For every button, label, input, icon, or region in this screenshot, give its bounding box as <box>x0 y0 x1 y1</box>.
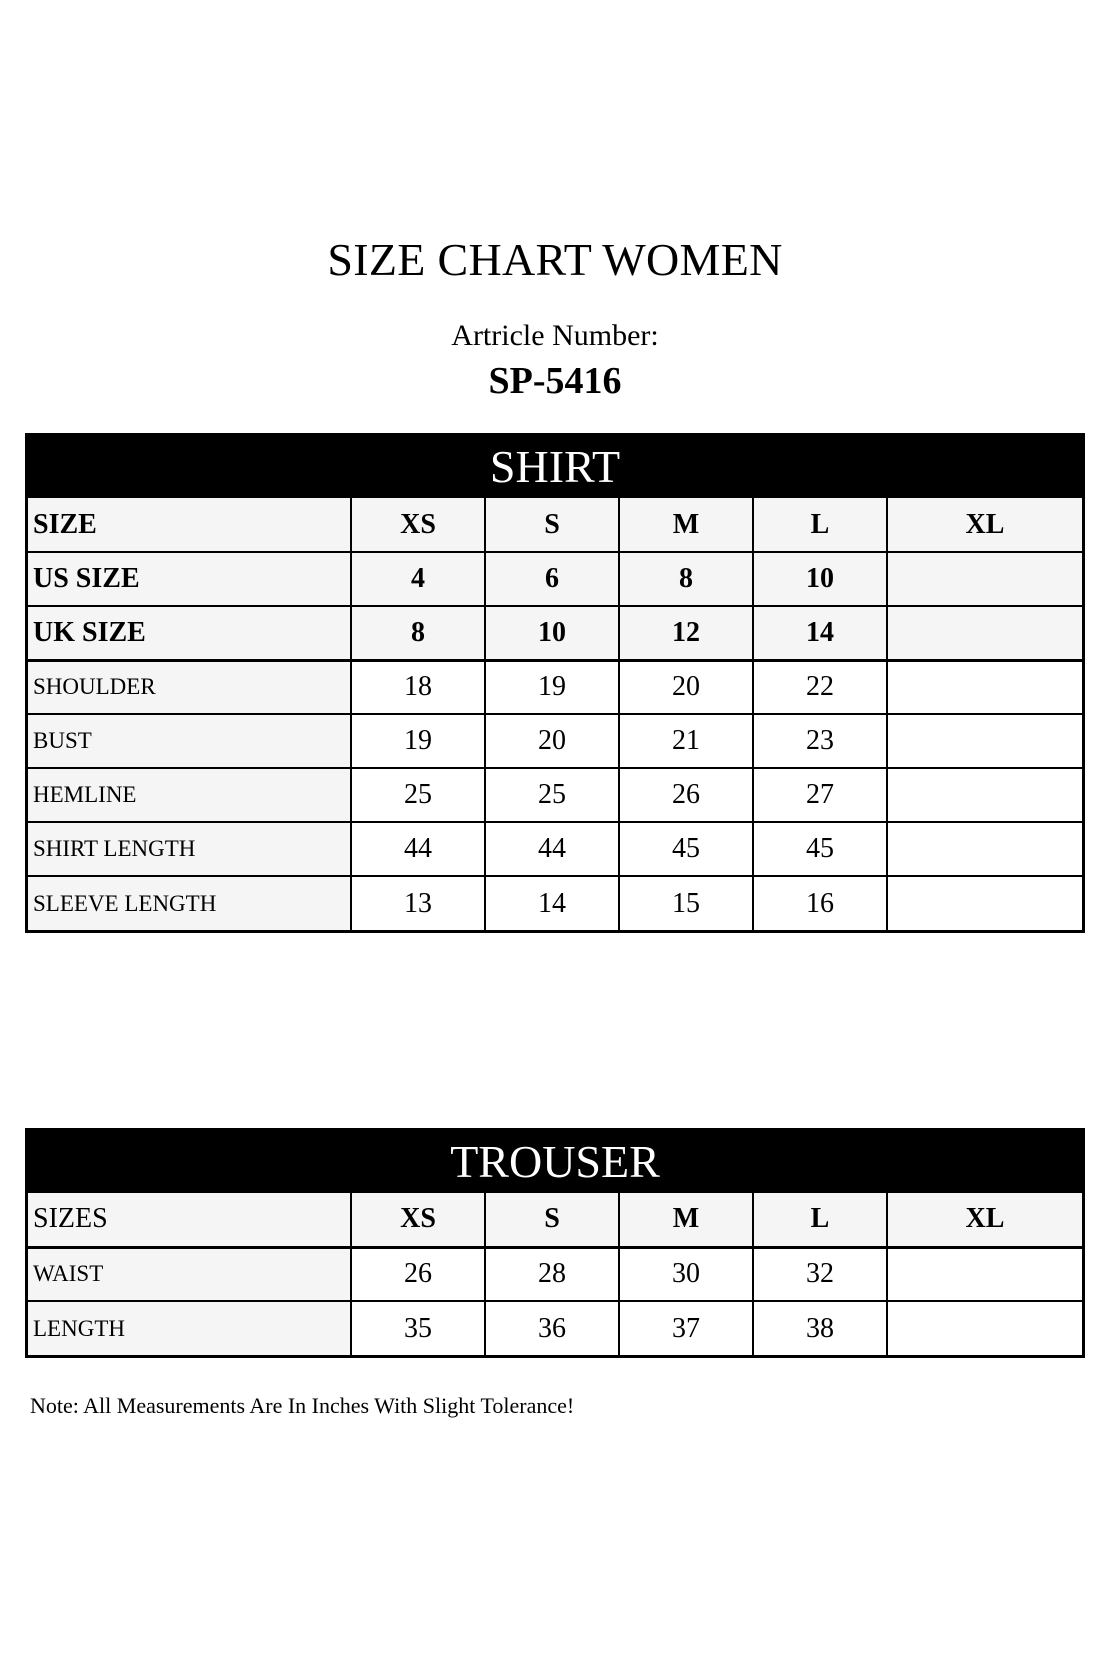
size-m: M <box>619 1193 753 1247</box>
table-cell: 18 <box>351 660 485 714</box>
shirt-table-body <box>28 498 1082 930</box>
trouser-table-body <box>28 1193 1082 1355</box>
shirt-size-column-label: SIZE <box>28 498 351 552</box>
table-row <box>28 1247 1082 1301</box>
table-cell <box>887 552 1082 606</box>
table-cell: 28 <box>485 1247 619 1301</box>
table-row <box>28 552 1082 606</box>
table-cell <box>887 822 1082 876</box>
table-cell: 14 <box>753 606 887 660</box>
table-cell: 20 <box>485 714 619 768</box>
table-cell: 15 <box>619 876 753 930</box>
row-label: WAIST <box>28 1247 351 1301</box>
table-row <box>28 660 1082 714</box>
table-row <box>28 714 1082 768</box>
table-row <box>28 606 1082 660</box>
row-label: LENGTH <box>28 1301 351 1355</box>
page-title: SIZE CHART WOMEN <box>327 234 783 285</box>
trouser-size-header-row <box>28 1193 1082 1247</box>
table-cell: 20 <box>619 660 753 714</box>
table-cell: 13 <box>351 876 485 930</box>
trouser-size-table <box>25 1128 1085 1358</box>
row-label: HEMLINE <box>28 768 351 822</box>
table-cell <box>887 876 1082 930</box>
table-cell: 8 <box>351 606 485 660</box>
article-number: SP-5416 <box>488 360 622 402</box>
table-cell: 6 <box>485 552 619 606</box>
table-cell: 10 <box>485 606 619 660</box>
table-cell <box>887 714 1082 768</box>
size-m: M <box>619 498 753 552</box>
table-cell: 19 <box>485 660 619 714</box>
table-cell: 26 <box>351 1247 485 1301</box>
row-label: US SIZE <box>28 552 351 606</box>
table-row <box>28 1301 1082 1355</box>
trouser-size-column-label: SIZES <box>28 1193 351 1247</box>
row-label: SHIRT LENGTH <box>28 822 351 876</box>
table-cell: 26 <box>619 768 753 822</box>
table-row <box>28 876 1082 930</box>
size-s: S <box>485 498 619 552</box>
size-s: S <box>485 1193 619 1247</box>
row-label: BUST <box>28 714 351 768</box>
table-row <box>28 768 1082 822</box>
table-cell: 19 <box>351 714 485 768</box>
row-label: UK SIZE <box>28 606 351 660</box>
table-cell: 16 <box>753 876 887 930</box>
shirt-table-header: SHIRT <box>28 436 1082 498</box>
size-xl: XL <box>887 1193 1082 1247</box>
size-l: L <box>753 498 887 552</box>
table-cell <box>887 768 1082 822</box>
size-xs: XS <box>351 498 485 552</box>
row-label: SLEEVE LENGTH <box>28 876 351 930</box>
table-cell: 25 <box>351 768 485 822</box>
table-cell: 25 <box>485 768 619 822</box>
table-cell: 21 <box>619 714 753 768</box>
trouser-table-header: TROUSER <box>28 1131 1082 1193</box>
table-cell: 22 <box>753 660 887 714</box>
table-cell: 10 <box>753 552 887 606</box>
table-cell <box>887 660 1082 714</box>
table-cell: 23 <box>753 714 887 768</box>
table-cell: 45 <box>619 822 753 876</box>
table-cell: 12 <box>619 606 753 660</box>
table-cell <box>887 1247 1082 1301</box>
table-cell: 32 <box>753 1247 887 1301</box>
table-cell <box>887 606 1082 660</box>
table-cell: 27 <box>753 768 887 822</box>
size-xl: XL <box>887 498 1082 552</box>
size-l: L <box>753 1193 887 1247</box>
table-cell: 35 <box>351 1301 485 1355</box>
table-cell: 44 <box>351 822 485 876</box>
table-cell: 44 <box>485 822 619 876</box>
measurement-note: Note: All Measurements Are In Inches With Slight Tolerance! <box>30 1393 575 1418</box>
table-cell: 37 <box>619 1301 753 1355</box>
table-row <box>28 822 1082 876</box>
table-cell: 14 <box>485 876 619 930</box>
size-xs: XS <box>351 1193 485 1247</box>
table-cell: 30 <box>619 1247 753 1301</box>
table-cell: 4 <box>351 552 485 606</box>
table-cell: 38 <box>753 1301 887 1355</box>
table-cell <box>887 1301 1082 1355</box>
table-cell: 36 <box>485 1301 619 1355</box>
shirt-size-header-row <box>28 498 1082 552</box>
row-label: SHOULDER <box>28 660 351 714</box>
table-cell: 8 <box>619 552 753 606</box>
shirt-size-table <box>25 433 1085 933</box>
table-cell: 45 <box>753 822 887 876</box>
article-number-label: Artricle Number: <box>451 319 659 352</box>
